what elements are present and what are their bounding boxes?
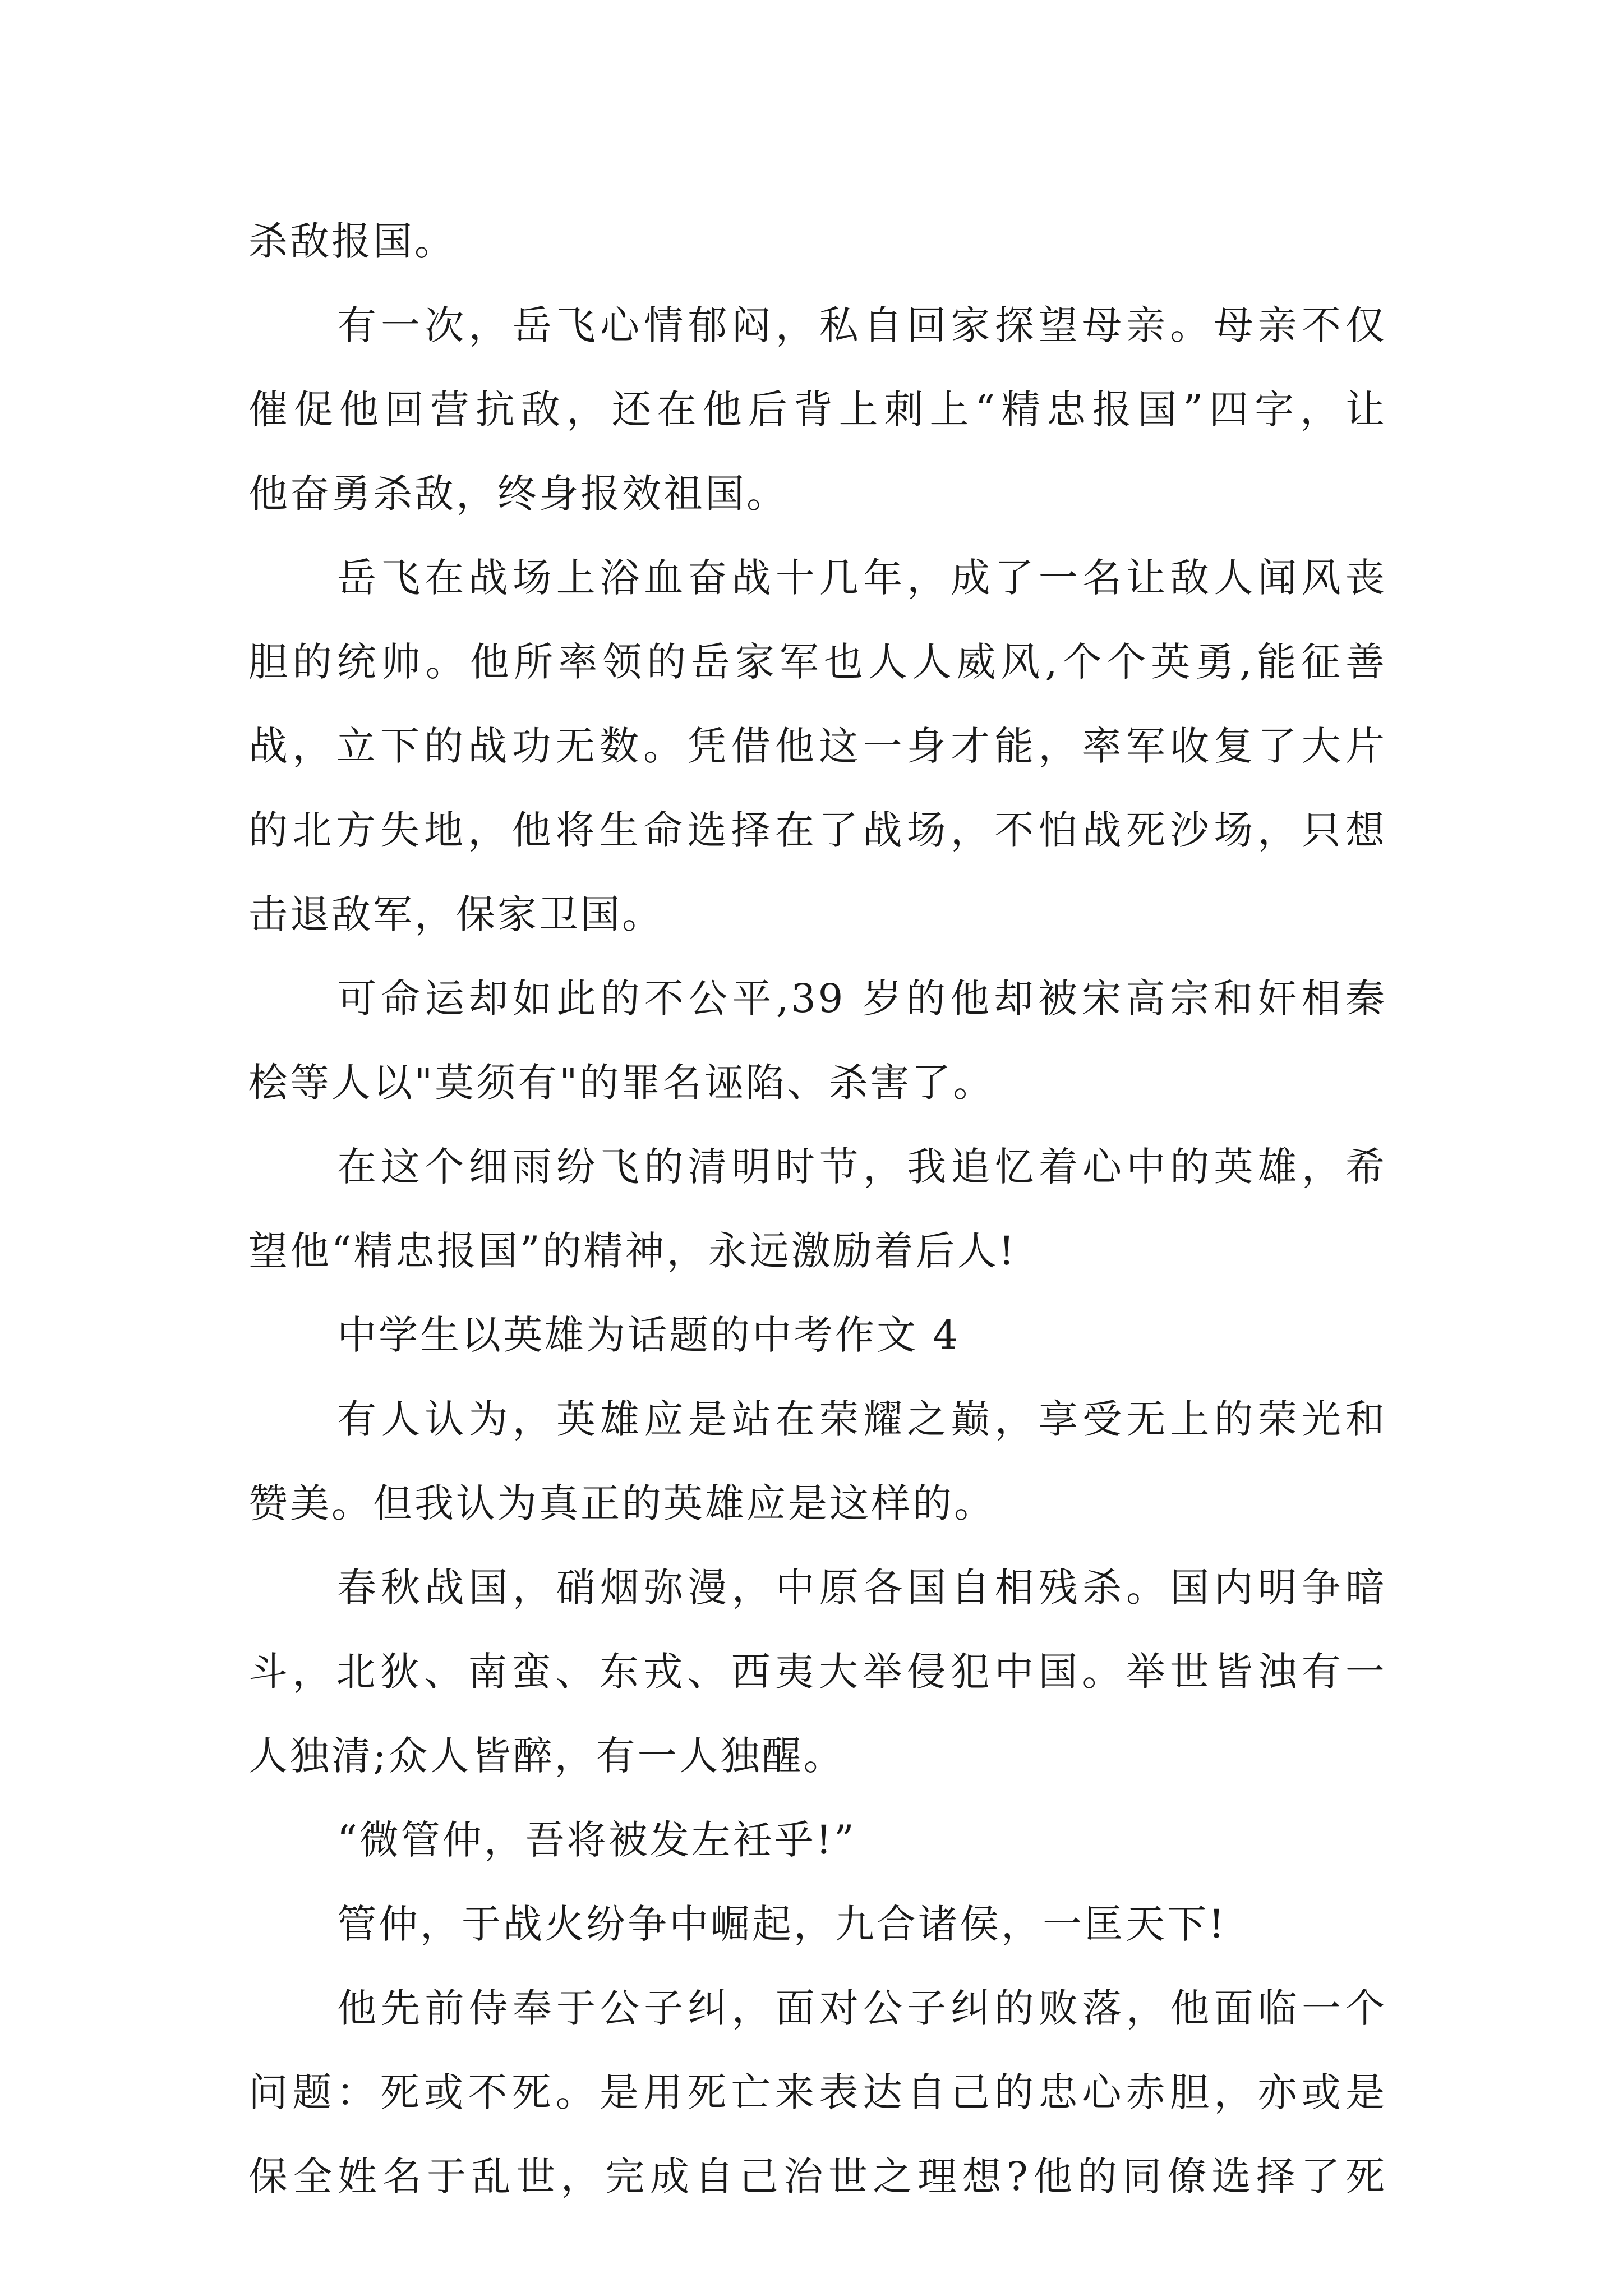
text-line: 有一次，岳飞心情郁闷，私自回家探望母亲。母亲不仅 (337, 302, 1387, 348)
text-line: 管仲，于战火纷争中崛起，九合诸侯，一匡天下! (337, 1901, 1227, 1947)
text-line: 望他“精忠报国”的精神，永远激励着后人! (248, 1228, 1017, 1274)
text-line: 有人认为，英雄应是站在荣耀之巅，享受无上的荣光和 (337, 1396, 1387, 1442)
text-line: 他先前侍奉于公子纠，面对公子纠的败落，他面临一个 (337, 1985, 1387, 2031)
text-line: “微管仲，吾将被发左衽乎!” (337, 1817, 856, 1863)
text-line: 可命运却如此的不公平,39 岁的他却被宋高宗和奸相秦 (337, 976, 1387, 1022)
text-line: 战，立下的战功无数。凭借他这一身才能，率军收复了大片 (248, 723, 1387, 769)
text-line: 击退敌军，保家卫国。 (248, 891, 663, 937)
text-line: 人独清;众人皆醉，有一人独醒。 (248, 1733, 845, 1779)
document-body (248, 199, 1387, 2219)
text-line: 保全姓名于乱世，完成自己治世之理想?他的同僚选择了死 (248, 2154, 1387, 2200)
text-line: 岳飞在战场上浴血奋战十几年，成了一名让敌人闻风丧 (337, 555, 1387, 601)
text-line: 在这个细雨纷飞的清明时节，我追忆着心中的英雄，希 (337, 1144, 1387, 1190)
text-line: 胆的统帅。他所率领的岳家军也人人威风,个个英勇,能征善 (248, 639, 1387, 685)
text-line: 的北方失地，他将生命选择在了战场，不怕战死沙场，只想 (248, 807, 1387, 853)
text-line: 赞美。但我认为真正的英雄应是这样的。 (248, 1480, 995, 1526)
section-heading: 中学生以英雄为话题的中考作文 4 (337, 1312, 960, 1358)
text-line: 杀敌报国。 (248, 218, 456, 264)
text-line: 催促他回营抗敌，还在他后背上刺上“精忠报国”四字，让 (248, 386, 1387, 432)
text-line: 斗，北狄、南蛮、东戎、西夷大举侵犯中国。举世皆浊有一 (248, 1649, 1387, 1695)
text-line: 春秋战国，硝烟弥漫，中原各国自相残杀。国内明争暗 (337, 1565, 1387, 1611)
text-line: 他奋勇杀敌，终身报效祖国。 (248, 471, 788, 517)
text-line: 桧等人以"莫须有"的罪名诬陷、杀害了。 (248, 1060, 995, 1106)
text-line: 问题：死或不死。是用死亡来表达自己的忠心赤胆，亦或是 (248, 2069, 1387, 2115)
